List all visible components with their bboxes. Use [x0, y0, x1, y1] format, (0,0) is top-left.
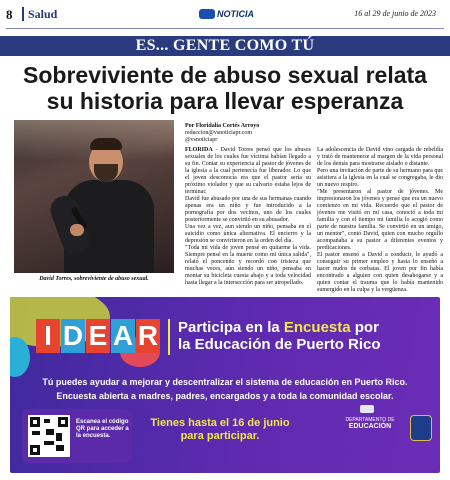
article-paragraph: Pero una invitación de parte de su hermano para que asistiera a la iglesia en la cual se congregaba, le dio un nuevo respiro.: [317, 168, 443, 188]
article-headline: Sobreviviente de abuso sexual relata su historia para llevar esperanza: [23, 62, 427, 114]
deadline-text: [140, 417, 300, 443]
qr-module: [44, 419, 50, 423]
idear-logo: [36, 319, 161, 353]
article-paragraph: "Toda mi vida de joven pensé en quitarme la vida. Siempre pensé en la muerte como mi única salida", relató el poncenño y recordó con tristeza que muchas veces, aún siendo un niño, pensaba en montar su bicicleta cuesta abajo y a toda velocidad hasta llegar a la intersección para ser atropellado.: [185, 245, 311, 286]
ad-title-part: por: [350, 319, 379, 336]
dateline: FLORIDA: [185, 147, 213, 153]
qr-finder: [30, 417, 40, 427]
qr-finder: [58, 417, 68, 427]
photo-caption: David Torres, sobreviviente de abuso sexual.: [39, 276, 149, 282]
section-label: Salud: [28, 7, 58, 21]
ad-body-line: Encuesta abierta a madres, padres, encargados y a toda la comunidad escolar.: [56, 391, 394, 401]
section-banner: ES... GENTE COMO TÚ: [0, 36, 450, 56]
qr-panel[interactable]: [22, 409, 132, 463]
ad-title-part: Participa en la: [178, 319, 284, 336]
idear-letter: A: [112, 320, 134, 351]
qr-finder: [30, 445, 40, 455]
idear-letter: E: [86, 319, 110, 353]
ad-separator: [168, 319, 170, 355]
byline-author: Por Floridalia Cortés Arroyo: [185, 123, 260, 129]
publication-logo: [199, 8, 254, 20]
photo-figure-hair: [90, 138, 122, 150]
article-paragraph: David fue abusado por una de sus hermanas cuando apenas era un niño y fue introducido a la pornografía por dos vecinos, uno de los cuales posteriormente se convirtió en su abusador.: [185, 196, 311, 223]
deadline-line: Tienes hasta el 16 de junio: [150, 417, 290, 429]
ad-title-line2: la Educación de Puerto Rico: [178, 336, 381, 353]
article-paragraph: Una vez a vez, aun siendo un niño, pensaba en el suicidio como única alternativa. El encierro y la depresión se convirtieron en la orden del día.: [185, 224, 311, 244]
article-column-1: [185, 147, 311, 287]
article-photo: [14, 120, 174, 273]
ad-title: [178, 319, 428, 353]
photo-figure-hand: [70, 224, 84, 236]
qr-module: [44, 441, 54, 445]
article-byline: [185, 123, 315, 144]
idear-letter: R: [137, 320, 159, 351]
ad-title-highlight: Encuesta: [283, 319, 351, 336]
dept-emblem-icon: [360, 405, 374, 413]
article-paragraph: La adolescencia de David vino cargada de rebeldía y trató de mantenerse al margen de la vida personal de los demás para mostrarse aislado o distante.: [317, 147, 443, 167]
qr-module: [56, 445, 64, 451]
article-paragraph: "Me presentaron al pastor de jóvenes. Me impresionaron los jóvenes y pensé que era un nuevo comienzo en mi vida. Recuerdo que el pastor de jóvenes me visitó en mi casa, conoció a toda mi familia y con el tiempo mi familia lo acogió como parte de nuestra familia. Se convirtió en un amigo, un mentor", contó David, quien con mucho orgullo acompañaba a su pastor a diferentes eventos y predicaciones.: [317, 189, 443, 251]
article-column-2: [317, 147, 443, 293]
qr-module: [32, 431, 40, 435]
ad-body: [20, 375, 430, 403]
byline-email: redaccion@vsnoticiapr.com: [185, 130, 253, 136]
idear-letter: D: [62, 320, 84, 351]
idear-letter: I: [36, 319, 60, 353]
qr-instructions: Escanea el código QR para acceder a la encuesta.: [76, 419, 129, 439]
ad-body-line: Tú puedes ayudar a mejorar y descentralizar el sistema de educación en Puerto Rico.: [42, 377, 408, 387]
qr-module: [56, 433, 62, 441]
section-divider: [22, 7, 24, 21]
department-logo: [340, 417, 400, 430]
logo-text: NOTICIA: [217, 9, 254, 19]
qr-module: [46, 429, 54, 435]
qr-code-icon[interactable]: [28, 415, 70, 457]
byline-handle: @vsnoticiapr: [185, 137, 218, 143]
dept-label-top: DEPARTAMENTO DE: [345, 417, 395, 423]
header-rule: [6, 28, 444, 29]
logo-mark-icon: [199, 9, 215, 19]
article-paragraph: FLORIDA - David Torres pensó que los abusos sexuales de los cuales fue víctima habían llegado a su fin. Contar su experiencia al pastor de jóvenes de la iglesia a la cual pertenecía fue liberador. Lo que el joven desconocía era que el pastor sería su próximo violador y que su calvario estaba lejos de terminar.: [185, 147, 311, 195]
deadline-line: para participar.: [180, 430, 260, 442]
issue-date: 16 al 29 de junio de 2023: [354, 9, 436, 18]
survey-advertisement[interactable]: [10, 297, 440, 473]
government-seal-icon: [410, 415, 432, 441]
article-paragraph: El pastor ensenó a David a conducir, le ayudó a conseguir su primer empleo y hasta lo enseñó a hacer nudos de corbatas. El joven por fin había encontrado a alguien con quien desahogarse y a quien contar el trauma que lo había mantenido sumergido en la culpa y la vergüenza.: [317, 252, 443, 293]
page-number: 8: [6, 7, 13, 22]
dept-label-main: EDUCACIÓN: [348, 423, 392, 430]
